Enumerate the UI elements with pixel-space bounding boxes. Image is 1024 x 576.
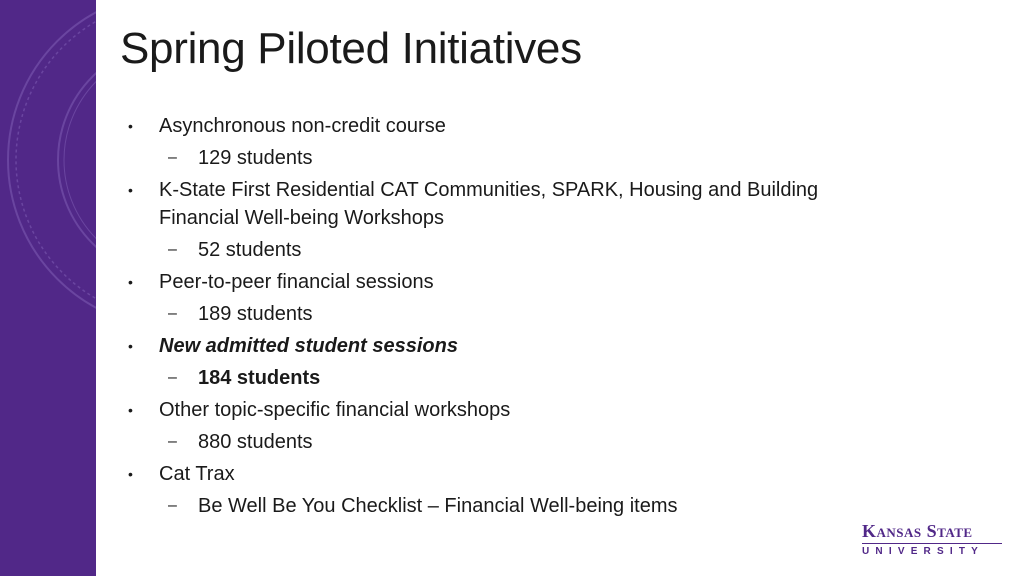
bullet-dot-icon: • (128, 118, 133, 134)
bullet-item (128, 332, 888, 360)
dash-icon: – (168, 241, 177, 258)
kansas-state-logo (862, 522, 1002, 556)
svg-text:KANSAS STATE · FEBRUARY (95, 122, 96, 446)
dash-icon: – (168, 305, 177, 322)
bullet-text: Cat Trax (159, 463, 235, 485)
bullet-text: Other topic-specific financial workshops (159, 399, 511, 421)
sub-bullet-text: Be Well Be You Checklist – Financial Well-being items (198, 495, 678, 517)
bullet-text: Peer-to-peer financial sessions (159, 271, 434, 293)
sub-bullet-item (128, 492, 888, 520)
dash-icon: – (168, 369, 177, 386)
bullet-item (128, 112, 888, 140)
bullet-dot-icon: • (128, 402, 133, 418)
sub-bullet-item (128, 364, 888, 392)
sub-bullet-item (128, 300, 888, 328)
bullet-item (128, 396, 888, 424)
bullet-text-emphasized: New admitted student sessions (159, 335, 458, 357)
sub-bullet-text: 189 students (198, 303, 313, 325)
bullet-dot-icon: • (128, 182, 133, 198)
bullet-text: K-State First Residential CAT Communities, SPARK, Housing and Building Financial Well-being Workshops (159, 179, 819, 229)
sub-bullet-text: 52 students (198, 239, 302, 261)
dash-icon: – (168, 497, 177, 514)
bullet-item (128, 460, 888, 488)
logo-line1: Kansas State (862, 521, 973, 541)
logo-rule (862, 543, 1002, 544)
sub-bullet-item (128, 236, 888, 264)
bullet-dot-icon: • (128, 338, 133, 354)
sub-bullet-text-bold: 184 students (198, 367, 321, 389)
bullet-list (128, 112, 888, 520)
sub-bullet-text: 880 students (198, 431, 313, 453)
sub-bullet-text: 129 students (198, 147, 313, 169)
sub-bullet-item (128, 144, 888, 172)
bullet-dot-icon: • (128, 274, 133, 290)
bullet-item (128, 176, 888, 232)
bullet-dot-icon: • (128, 466, 133, 482)
logo-line2: UNIVERSITY (862, 546, 985, 557)
bullet-item (128, 268, 888, 296)
dash-icon: – (168, 433, 177, 450)
dash-icon: – (168, 149, 177, 166)
university-seal-icon (0, 0, 96, 576)
sub-bullet-item (128, 428, 888, 456)
bullet-text: Asynchronous non-credit course (159, 115, 446, 137)
sidebar-seal-panel (0, 0, 96, 576)
slide-title: Spring Piloted Initiatives (120, 24, 582, 73)
